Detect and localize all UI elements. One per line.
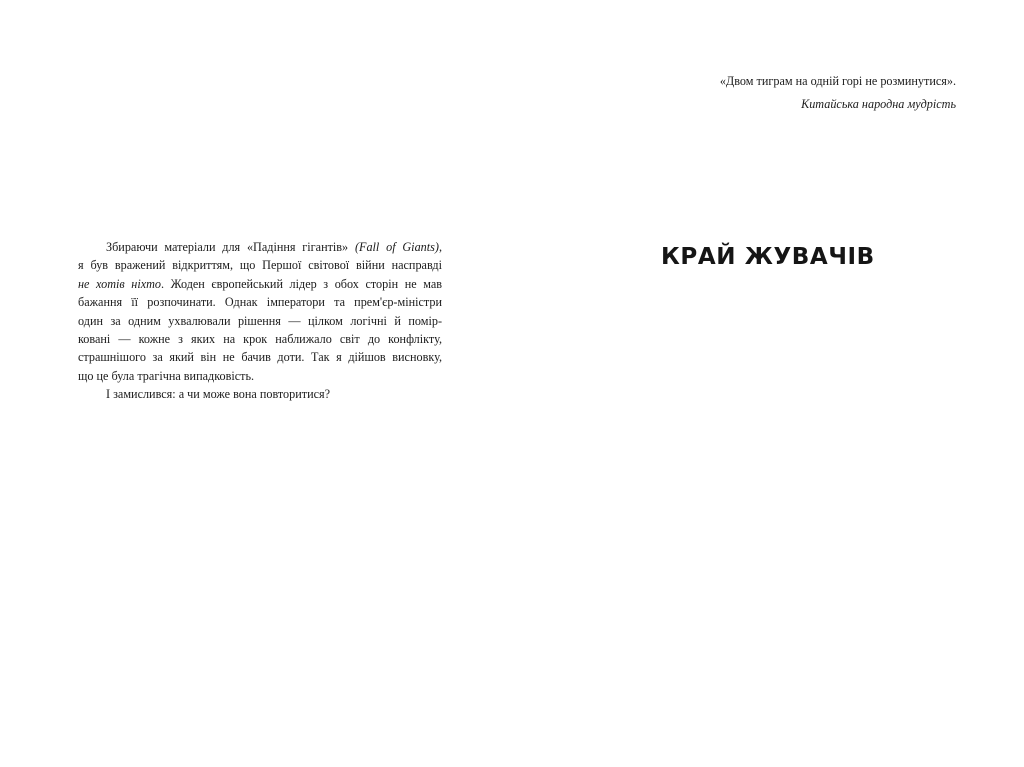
foreword-line: бажання її розпочинати. Однак імператори та прем'єр-міністри <box>78 295 442 310</box>
chapter-title: КРАЙ ЖУВАЧІВ <box>661 244 875 270</box>
foreword-line <box>78 275 442 293</box>
foreword-line: ковані — кожне з яких на крок наближало світ до конфлікту, <box>78 332 442 347</box>
epigraph-source: Китайська народна мудрість <box>801 97 956 111</box>
foreword-line: один за одним ухвалювали рішення — цілком логічні й помір- <box>78 313 442 328</box>
foreword-line: що це була трагічна випадковість. <box>78 368 255 383</box>
foreword-line: І замислився: а чи може вона повторитися? <box>106 387 331 402</box>
book-title-italic: (Fall of Giants) <box>354 240 439 254</box>
foreword-line: я був вражений відкриттям, що Першої світової війни насправді <box>78 258 442 273</box>
text-fragment: , <box>438 240 442 254</box>
foreword-text <box>78 238 442 404</box>
emphasis-italic: не хотів ніхто <box>78 276 162 291</box>
foreword-line <box>78 238 442 256</box>
right-page <box>512 0 1024 767</box>
epigraph <box>720 72 956 113</box>
text-fragment: Збираючи матеріали для «Падіння гігантів» <box>106 240 355 254</box>
foreword-line: страшнішого за який він не бачив доти. Так я дійшов висновку, <box>78 350 442 365</box>
epigraph-quote: «Двом тиграм на одній горі не розминутися». <box>719 74 956 88</box>
text-fragment: . Жоден європейський лідер з обох сторін не мав <box>161 276 442 291</box>
